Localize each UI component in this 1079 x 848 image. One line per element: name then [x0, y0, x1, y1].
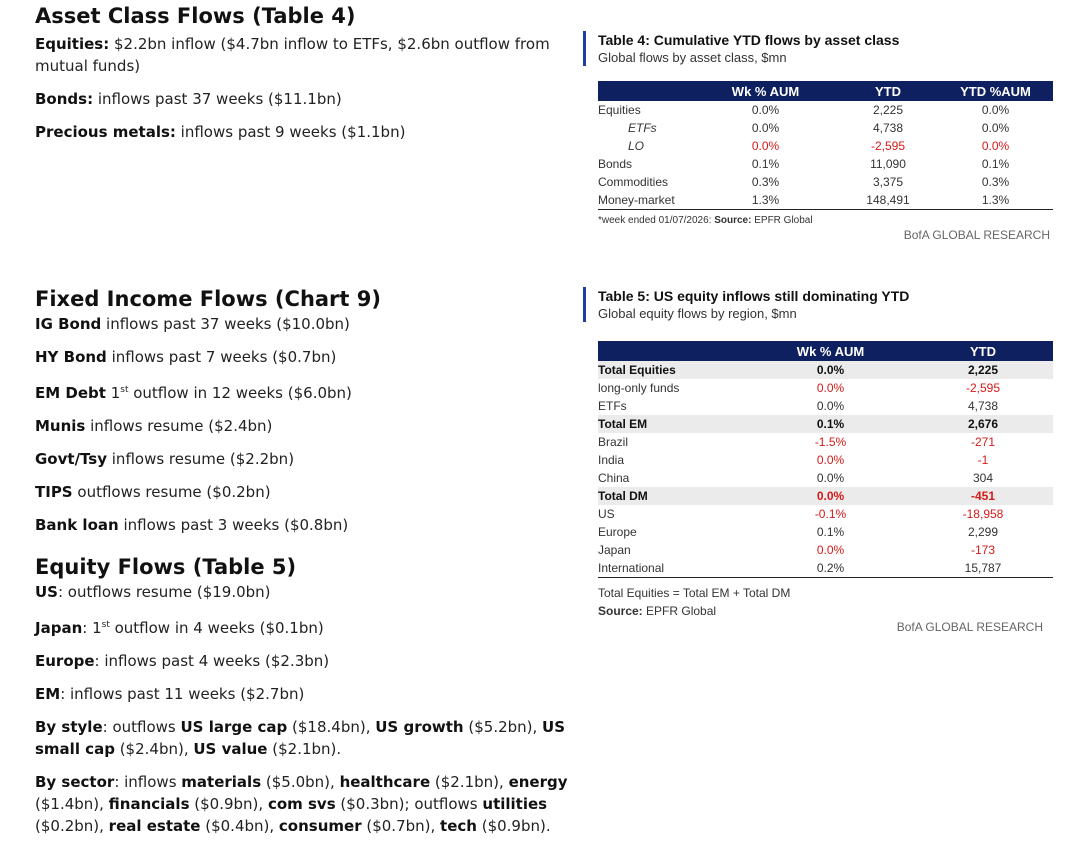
- fixed-income-item: [35, 514, 575, 536]
- table5-title: Table 5: US equity inflows still dominating YTD: [598, 288, 910, 304]
- table-cell: 148,491: [838, 191, 938, 210]
- table-cell: 0.0%: [816, 399, 845, 413]
- table-row: [598, 451, 1053, 469]
- table4-note: *week ended 01/07/2026: Source: EPFR Global: [598, 215, 813, 226]
- asset-class-item: [35, 33, 575, 77]
- category-name: US value: [193, 740, 268, 758]
- category-name: utilities: [482, 795, 548, 813]
- table-cell: -1: [977, 453, 989, 467]
- table-row: [598, 137, 1053, 155]
- table5-source: Source: EPFR Global: [598, 604, 717, 618]
- item-label: US: [35, 583, 58, 601]
- table-row: [598, 101, 1053, 119]
- item-label: Munis: [35, 417, 86, 435]
- column-header: YTD: [838, 81, 938, 101]
- item-label: IG Bond: [35, 315, 102, 333]
- table-cell: 0.0%: [981, 121, 1010, 135]
- fixed-income-item: [35, 415, 575, 437]
- item-label: TIPS: [35, 483, 73, 501]
- row-label: China: [598, 471, 630, 485]
- column-header: YTD %AUM: [938, 81, 1053, 101]
- row-label: ETFs: [628, 121, 657, 135]
- row-label: Japan: [598, 543, 631, 557]
- table5-credit: BofA GLOBAL RESEARCH: [896, 620, 1043, 634]
- flow-text: ($0.9bn),: [189, 795, 268, 813]
- column-header: [598, 81, 693, 101]
- item-label: Bank loan: [35, 516, 119, 534]
- table4-credit: BofA GLOBAL RESEARCH: [903, 228, 1050, 242]
- item-text: inflows past 9 weeks ($1.1bn): [175, 123, 406, 141]
- item-text: inflows past 37 weeks ($11.1bn): [93, 90, 342, 108]
- equity-flows-heading: Equity Flows (Table 5): [35, 555, 297, 579]
- flow-text: ($2.4bn),: [114, 740, 194, 758]
- flow-text: ($1.4bn),: [35, 795, 109, 813]
- table-cell: 1.3%: [938, 191, 1053, 210]
- table-cell: 0.1%: [816, 525, 845, 539]
- table-row: [598, 379, 1053, 397]
- table-row: [598, 155, 1053, 173]
- ordinal-suffix: st: [120, 385, 129, 395]
- table-cell: 0.2%: [748, 559, 913, 578]
- table4: [598, 81, 1053, 210]
- fixed-income-heading: Fixed Income Flows (Chart 9): [35, 287, 381, 311]
- item-text: outflow in 12 weeks ($6.0bn): [128, 384, 352, 402]
- flow-text: ($2.1bn),: [430, 773, 509, 791]
- item-text: outflow in 4 weeks ($0.1bn): [109, 619, 324, 637]
- flow-text: ($18.4bn),: [287, 718, 376, 736]
- row-label: LO: [628, 139, 645, 153]
- fixed-income-item: [35, 481, 575, 503]
- category-name: real estate: [108, 817, 201, 835]
- asset-class-heading: Asset Class Flows (Table 4): [35, 4, 356, 28]
- flow-text: ($0.9bn).: [476, 817, 551, 835]
- table-cell: 304: [972, 471, 994, 485]
- table-cell: 0.0%: [816, 453, 845, 467]
- table-row: [598, 487, 1053, 505]
- category-name: consumer: [278, 817, 362, 835]
- item-label: HY Bond: [35, 348, 107, 366]
- flow-text: ($5.2bn),: [463, 718, 543, 736]
- item-text: : 1: [82, 619, 102, 637]
- table-cell: -173: [970, 543, 996, 557]
- table-cell: 4,738: [872, 121, 904, 135]
- table5-subtitle: Global equity flows by region, $mn: [598, 306, 797, 321]
- fixed-income-item: [35, 448, 575, 470]
- flow-text: : inflows: [114, 773, 182, 791]
- category-name: US small cap: [35, 718, 566, 758]
- table-cell: -451: [913, 487, 1053, 505]
- equity-region-item: [35, 581, 575, 603]
- item-text: inflows resume ($2.4bn): [85, 417, 273, 435]
- table-cell: -2,595: [870, 139, 906, 153]
- table-cell: -1.5%: [814, 435, 847, 449]
- item-text: inflows past 37 weeks ($10.0bn): [101, 315, 350, 333]
- category-name: com svs: [267, 795, 336, 813]
- table-cell: 0.0%: [981, 103, 1010, 117]
- table-cell: 0.0%: [751, 139, 780, 153]
- table-cell: 2,225: [913, 361, 1053, 379]
- fixed-income-item: [35, 313, 575, 335]
- table-cell: 0.1%: [981, 157, 1010, 171]
- item-text: inflows past 3 weeks ($0.8bn): [118, 516, 349, 534]
- item-text: outflows resume ($0.2bn): [72, 483, 271, 501]
- paragraph-label: By style: [35, 718, 103, 736]
- table-row: [598, 541, 1053, 559]
- table4-title: Table 4: Cumulative YTD flows by asset class: [598, 32, 900, 48]
- item-text: inflows resume ($2.2bn): [107, 450, 295, 468]
- table-cell: 2,225: [872, 103, 904, 117]
- item-text: : outflows resume ($19.0bn): [57, 583, 271, 601]
- table-cell: 0.3%: [751, 175, 780, 189]
- table-row: [598, 469, 1053, 487]
- table-cell: 0.0%: [751, 103, 780, 117]
- table-cell: 0.0%: [981, 139, 1010, 153]
- asset-class-item: [35, 121, 575, 143]
- by-sector-paragraph: [35, 771, 575, 837]
- table-cell: -2,595: [965, 381, 1001, 395]
- flow-text: ($2.1bn).: [267, 740, 342, 758]
- row-label: ETFs: [598, 399, 627, 413]
- category-name: energy: [508, 773, 568, 791]
- row-label: Commodities: [598, 175, 669, 189]
- table-row: [598, 191, 1053, 210]
- row-label: Bonds: [598, 157, 633, 171]
- ordinal-suffix: st: [101, 620, 110, 630]
- table-cell: 11,090: [870, 157, 906, 171]
- item-text: : inflows past 11 weeks ($2.7bn): [60, 685, 305, 703]
- item-text: 1: [105, 384, 121, 402]
- row-label: Total Equities: [598, 361, 748, 379]
- table-cell: -271: [970, 435, 996, 449]
- item-label: EM Debt: [35, 384, 106, 402]
- table-row: [598, 505, 1053, 523]
- table-cell: 0.1%: [748, 415, 913, 433]
- flow-text: : outflows: [102, 718, 181, 736]
- table-cell: 0.0%: [816, 471, 845, 485]
- row-label: International: [598, 559, 748, 578]
- flow-text: ($0.4bn),: [200, 817, 279, 835]
- column-header: YTD: [913, 341, 1053, 361]
- table4-panel: [583, 31, 1053, 242]
- category-name: tech: [440, 817, 477, 835]
- equity-region-item: [35, 614, 575, 639]
- table-cell: 0.3%: [981, 175, 1010, 189]
- item-label: Precious metals:: [35, 123, 176, 141]
- table-cell: 0.0%: [751, 121, 780, 135]
- flow-text: ($0.2bn),: [35, 817, 109, 835]
- column-header: [598, 341, 748, 361]
- table-cell: 0.0%: [816, 543, 845, 557]
- item-label: Equities:: [35, 35, 110, 53]
- flow-text: ($5.0bn),: [261, 773, 340, 791]
- table-cell: 0.0%: [816, 381, 845, 395]
- item-label: Bonds:: [35, 90, 94, 108]
- row-label: Europe: [598, 525, 637, 539]
- table-cell: 0.1%: [751, 157, 780, 171]
- fixed-income-item: [35, 346, 575, 368]
- row-label: Brazil: [598, 435, 629, 449]
- column-header: Wk % AUM: [748, 341, 913, 361]
- paragraph-label: By sector: [35, 773, 115, 791]
- table-row: [598, 397, 1053, 415]
- flow-text: ($0.7bn),: [361, 817, 441, 835]
- asset-class-item: [35, 88, 575, 110]
- table-cell: 2,299: [967, 525, 999, 539]
- row-label: Money-market: [598, 191, 693, 210]
- column-header: Wk % AUM: [693, 81, 838, 101]
- by-style-paragraph: [35, 716, 575, 760]
- row-label: India: [598, 453, 625, 467]
- row-label: long-only funds: [598, 381, 680, 395]
- table-cell: 2,676: [913, 415, 1053, 433]
- table-cell: 1.3%: [693, 191, 838, 210]
- category-name: financials: [108, 795, 190, 813]
- table-row: [598, 119, 1053, 137]
- row-label: Total EM: [598, 415, 748, 433]
- flow-text: ($0.3bn); outflows: [335, 795, 483, 813]
- equity-region-item: [35, 683, 575, 705]
- table5: [598, 341, 1053, 578]
- item-label: Europe: [35, 652, 95, 670]
- item-text: $2.2bn inflow ($4.7bn inflow to ETFs, $2.6bn outflow from mutual funds): [35, 35, 550, 75]
- item-text: : inflows past 4 weeks ($2.3bn): [94, 652, 330, 670]
- row-label: Equities: [598, 103, 641, 117]
- table-cell: 0.0%: [748, 361, 913, 379]
- category-name: materials: [181, 773, 262, 791]
- table-row: [598, 415, 1053, 433]
- table5-title-block: [583, 287, 1053, 322]
- table4-title-block: [583, 31, 1053, 66]
- table-row: [598, 523, 1053, 541]
- category-name: healthcare: [339, 773, 431, 791]
- table5-note: Total Equities = Total EM + Total DM: [598, 586, 791, 600]
- category-name: US large cap: [180, 718, 288, 736]
- table-row: [598, 433, 1053, 451]
- table-row: [598, 361, 1053, 379]
- table-cell: -0.1%: [814, 507, 847, 521]
- item-label: Japan: [35, 619, 83, 637]
- table-cell: 0.0%: [748, 487, 913, 505]
- table-cell: 3,375: [872, 175, 904, 189]
- equity-region-item: [35, 650, 575, 672]
- row-label: US: [598, 507, 615, 521]
- fixed-income-item: [35, 379, 575, 404]
- table5-panel: [583, 287, 1053, 634]
- table4-subtitle: Global flows by asset class, $mn: [598, 50, 787, 65]
- table-cell: -18,958: [962, 507, 1004, 521]
- item-label: Govt/Tsy: [35, 450, 107, 468]
- table-cell: 15,787: [913, 559, 1053, 578]
- item-text: inflows past 7 weeks ($0.7bn): [106, 348, 337, 366]
- row-label: Total DM: [598, 487, 748, 505]
- table-cell: 4,738: [967, 399, 999, 413]
- item-label: EM: [35, 685, 61, 703]
- category-name: US growth: [375, 718, 464, 736]
- table-row: [598, 173, 1053, 191]
- table-row: [598, 559, 1053, 578]
